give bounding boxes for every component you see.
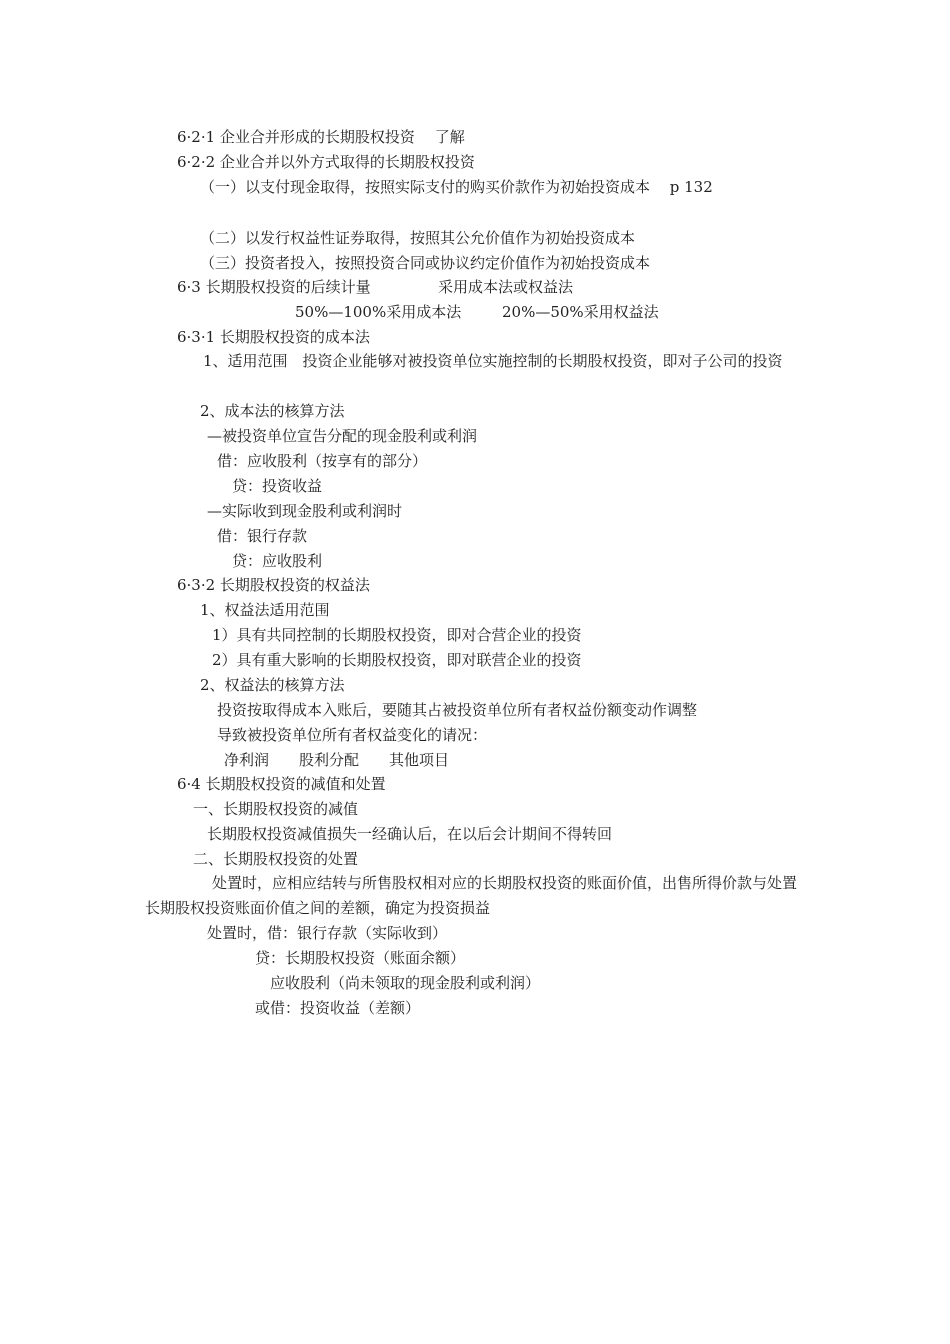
dividend-received-heading: —实际收到现金股利或利润时 [207, 502, 403, 520]
cost-method-range: 50%—100%采用成本法 [295, 303, 462, 321]
heading-6-3: 6·3 长期股权投资的后续计量 [177, 278, 371, 296]
heading-6-3-2: 6·3·2 长期股权投资的权益法 [177, 576, 370, 594]
equity-method-accounting-title: 2、权益法的核算方法 [200, 676, 345, 694]
heading-6-2-1: 6·2·1 企业合并形成的长期股权投资 了解 [177, 128, 465, 146]
disposal-entry-credit-investment: 贷：长期股权投资（账面余额） [255, 949, 466, 967]
equity-method-range: 20%—50%采用权益法 [502, 303, 659, 321]
heading-6-2-2: 6·2·2 企业合并以外方式取得的长期股权投资 [177, 153, 475, 171]
item-cash-acquisition: （一）以支付现金取得，按照实际支付的购买价款作为初始投资成本 p 132 [200, 178, 713, 196]
entry-debit-bank-deposit: 借：银行存款 [217, 527, 308, 545]
equity-change-causes-list: 净利润 股利分配 其他项目 [224, 751, 450, 769]
disposal-title: 二、长期股权投资的处置 [193, 850, 359, 868]
equity-scope-joint-control: 1）具有共同控制的长期股权投资，即对合营企业的投资 [212, 626, 582, 644]
entry-debit-dividend-receivable: 借：应收股利（按享有的部分） [217, 452, 428, 470]
item-investor-contribution: （三）投资者投入，按照投资合同或协议约定价值作为初始投资成本 [200, 254, 651, 272]
impairment-rule: 长期股权投资减值损失一经确认后，在以后会计期间不得转回 [207, 825, 613, 843]
heading-6-4: 6·4 长期股权投资的减值和处置 [177, 775, 386, 793]
disposal-entry-credit-dividend: 应收股利（尚未领取的现金股利或利润） [270, 974, 541, 992]
cost-method-scope-paragraph: 1、适用范围 投资企业能够对被投资单位实施控制的长期股权投资，即对子公司的投资 [203, 352, 783, 370]
heading-6-3-methods: 采用成本法或权益法 [438, 278, 574, 296]
item-equity-securities: （二）以发行权益性证券取得，按照其公允价值作为初始投资成本 [200, 229, 636, 247]
heading-6-3-1: 6·3·1 长期股权投资的成本法 [177, 328, 370, 346]
equity-method-adjustment-note: 投资按取得成本入账后，要随其占被投资单位所有者权益份额变动作调整 [217, 701, 698, 719]
disposal-entry-debit: 处置时，借：银行存款（实际收到） [207, 924, 448, 942]
equity-change-causes-title: 导致被投资单位所有者权益变化的请况： [217, 726, 488, 744]
entry-credit-investment-income: 贷：投资收益 [232, 477, 323, 495]
equity-scope-significant-influence: 2）具有重大影响的长期股权投资，即对联营企业的投资 [212, 651, 582, 669]
disposal-entry-alt-debit: 或借：投资收益（差额） [255, 999, 421, 1017]
impairment-title: 一、长期股权投资的减值 [193, 800, 359, 818]
entry-credit-dividend-receivable: 贷：应收股利 [232, 552, 323, 570]
equity-method-scope-title: 1、权益法适用范围 [200, 601, 330, 619]
dividend-declared-heading: —被投资单位宣告分配的现金股利或利润 [207, 427, 478, 445]
cost-method-accounting-title: 2、成本法的核算方法 [200, 402, 345, 420]
disposal-paragraph: 处置时，应相应结转与所售股权相对应的长期股权投资的账面价值，出售所得价款与处置长期股权投资账面价值之间的差额，确定为投资损益 [145, 874, 798, 917]
